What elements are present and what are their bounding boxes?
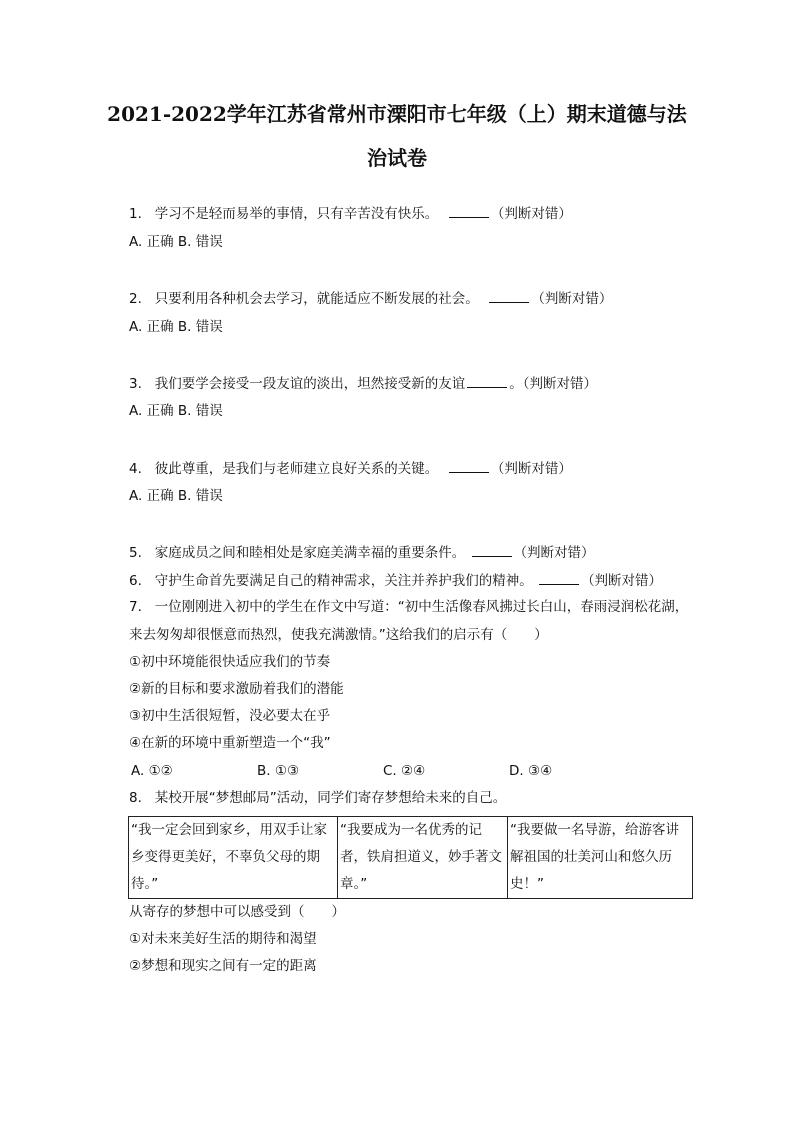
statement-2: ②梦想和现实之间有一定的距离 <box>129 958 317 974</box>
choice-d[interactable]: D. ③④ <box>509 763 553 779</box>
answer-blank[interactable] <box>489 289 529 303</box>
question-5 <box>129 543 595 562</box>
choice-a[interactable]: A. ①② <box>131 763 173 779</box>
question-3 <box>129 374 597 393</box>
question-text: 学习不是轻而易举的事情，只有辛苦没有快乐。 <box>154 206 439 222</box>
question-number: 5. <box>129 545 142 561</box>
question-suffix: （判断对错） <box>490 206 572 222</box>
question-text: 彼此尊重，是我们与老师建立良好关系的关键。 <box>154 461 439 477</box>
question-text: 只要利用各种机会去学习，就能适应不断发展的社会。 <box>154 291 479 307</box>
choice-c[interactable]: C. ②④ <box>383 763 426 779</box>
question-text: 我们要学会接受一段友谊的淡出，坦然接受新的友谊 <box>154 376 466 392</box>
statement-2: ②新的目标和要求激励着我们的潜能 <box>129 681 344 697</box>
page-title: 2021-2022学年江苏省常州市溧阳市七年级（上）期末道德与法 <box>107 102 687 126</box>
question-4-options: A. 正确 B. 错误 <box>129 488 223 504</box>
table-row <box>129 817 693 899</box>
question-number: 7. <box>129 599 142 615</box>
dreams-table <box>128 816 693 899</box>
answer-blank[interactable] <box>539 571 579 585</box>
question-text: 守护生命首先要满足自己的精神需求，关注并养护我们的精神。 <box>154 573 533 589</box>
answer-blank[interactable] <box>449 204 489 218</box>
question-2-options: A. 正确 B. 错误 <box>129 319 223 335</box>
statement-1: ①初中环境能很快适应我们的节奏 <box>129 654 331 670</box>
question-1 <box>129 204 572 223</box>
question-suffix: （判断对错） <box>531 291 613 307</box>
table-cell-dream-3: “我要做一名导游，给游客讲 解祖国的壮美河山和悠久历 史！” <box>508 817 693 899</box>
table-cell-dream-1: “我一定会回到家乡，用双手让家 乡变得更美好，不辜负父母的期 待。” <box>129 817 338 899</box>
question-3-options: A. 正确 B. 错误 <box>129 403 223 419</box>
question-4 <box>129 459 572 478</box>
question-7-continued: 来去匆匆却很惬意而热烈，使我充满激情。”这给我们的启示有（ ） <box>129 627 548 643</box>
question-number: 3. <box>129 376 142 392</box>
question-text: 某校开展“梦想邮局”活动，同学们寄存梦想给未来的自己。 <box>154 790 507 806</box>
question-2 <box>129 289 612 308</box>
table-cell-dream-2: “我要成为一名优秀的记 者，铁肩担道义，妙手著文 章。” <box>338 817 508 899</box>
question-text: 一位刚刚进入初中的学生在作文中写道：“初中生活像春风拂过长白山，春雨浸润松花湖， <box>154 599 689 615</box>
question-number: 8. <box>129 790 142 806</box>
question-suffix: （判断对错） <box>581 573 663 589</box>
question-number: 4. <box>129 461 142 477</box>
question-number: 1. <box>129 206 142 222</box>
question-1-options: A. 正确 B. 错误 <box>129 234 223 250</box>
question-suffix: （判断对错） <box>513 545 595 561</box>
answer-blank[interactable] <box>472 543 512 557</box>
question-7 <box>129 598 688 616</box>
answer-blank[interactable] <box>467 374 507 388</box>
question-6 <box>129 571 662 590</box>
statement-1: ①对未来美好生活的期待和渴望 <box>129 931 317 947</box>
answer-blank[interactable] <box>449 459 489 473</box>
question-text: 家庭成员之间和睦相处是家庭美满幸福的重要条件。 <box>154 545 466 561</box>
question-suffix: （判断对错） <box>490 461 572 477</box>
statement-3: ③初中生活很短暂，没必要太在乎 <box>129 708 331 724</box>
question-number: 2. <box>129 291 142 307</box>
question-suffix: 。（判断对错） <box>509 376 598 392</box>
choice-b[interactable]: B. ①③ <box>257 763 300 779</box>
question-8-prompt: 从寄存的梦想中可以感受到（ ） <box>129 904 345 920</box>
page-title-continued: 治试卷 <box>367 146 427 170</box>
question-8 <box>129 789 506 807</box>
statement-4: ④在新的环境中重新塑造一个“我” <box>129 735 331 751</box>
question-number: 6. <box>129 573 142 589</box>
